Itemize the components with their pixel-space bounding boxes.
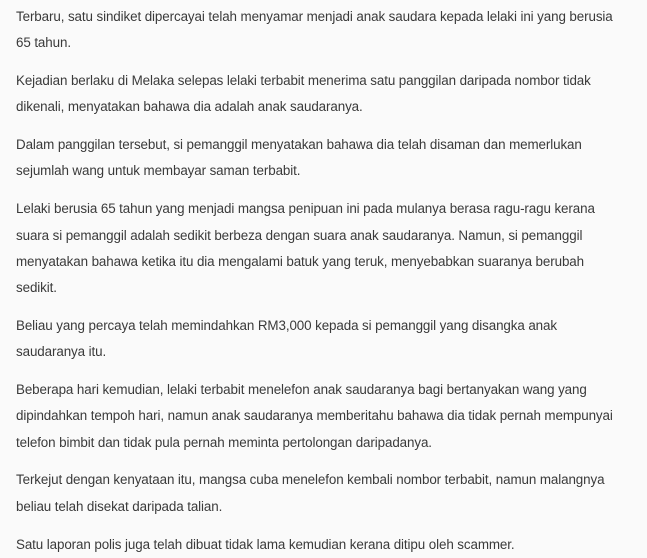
paragraph: Dalam panggilan tersebut, si pemanggil menyatakan bahawa dia telah disaman dan memerlukan sejumlah wang untuk membayar saman terbabit. [16,137,582,179]
paragraph: Satu laporan polis juga telah dibuat tidak lama kemudian kerana ditipu oleh scammer. [16,536,515,552]
paragraph: Beliau yang percaya telah memindahkan RM3,000 kepada si pemanggil yang disangka anak saudaranya itu. [16,317,557,360]
paragraph: Kejadian berlaku di Melaka selepas lelaki terbabit menerima satu panggilan daripada nombor tidak dikenali, menyatakan bahawa dia adalah anak saudaranya. [16,73,591,115]
paragraph: Terbaru, satu sindiket dipercayai telah menyamar menjadi anak saudara kepada lelaki ini yang berusia 65 tahun. [16,9,613,51]
paragraph: Terkejut dengan kenyataan itu, mangsa cuba menelefon kembali nombor terbabit, namun malangnya beliau telah disekat daripada talian. [16,472,605,514]
paragraph: Lelaki berusia 65 tahun yang menjadi mangsa penipuan ini pada mulanya berasa ragu-ragu kerana suara si pemanggil adalah sedikit berbeza dengan suara anak saudaranya. Namun, si pemanggil menyatakan bahawa ketika itu dia mengalami batuk yang teruk, menyebabkan suaranya berubah sedikit. [16,201,595,296]
paragraph: Beberapa hari kemudian, lelaki terbabit menelefon anak saudaranya bagi bertanyakan wang yang dipindahkan tempoh hari, namun anak saudaranya memberitahu bahawa dia tidak pernah mempunyai telefon bimbit dan tidak pula pernah meminta pertolongan daripadanya. [16,382,613,450]
